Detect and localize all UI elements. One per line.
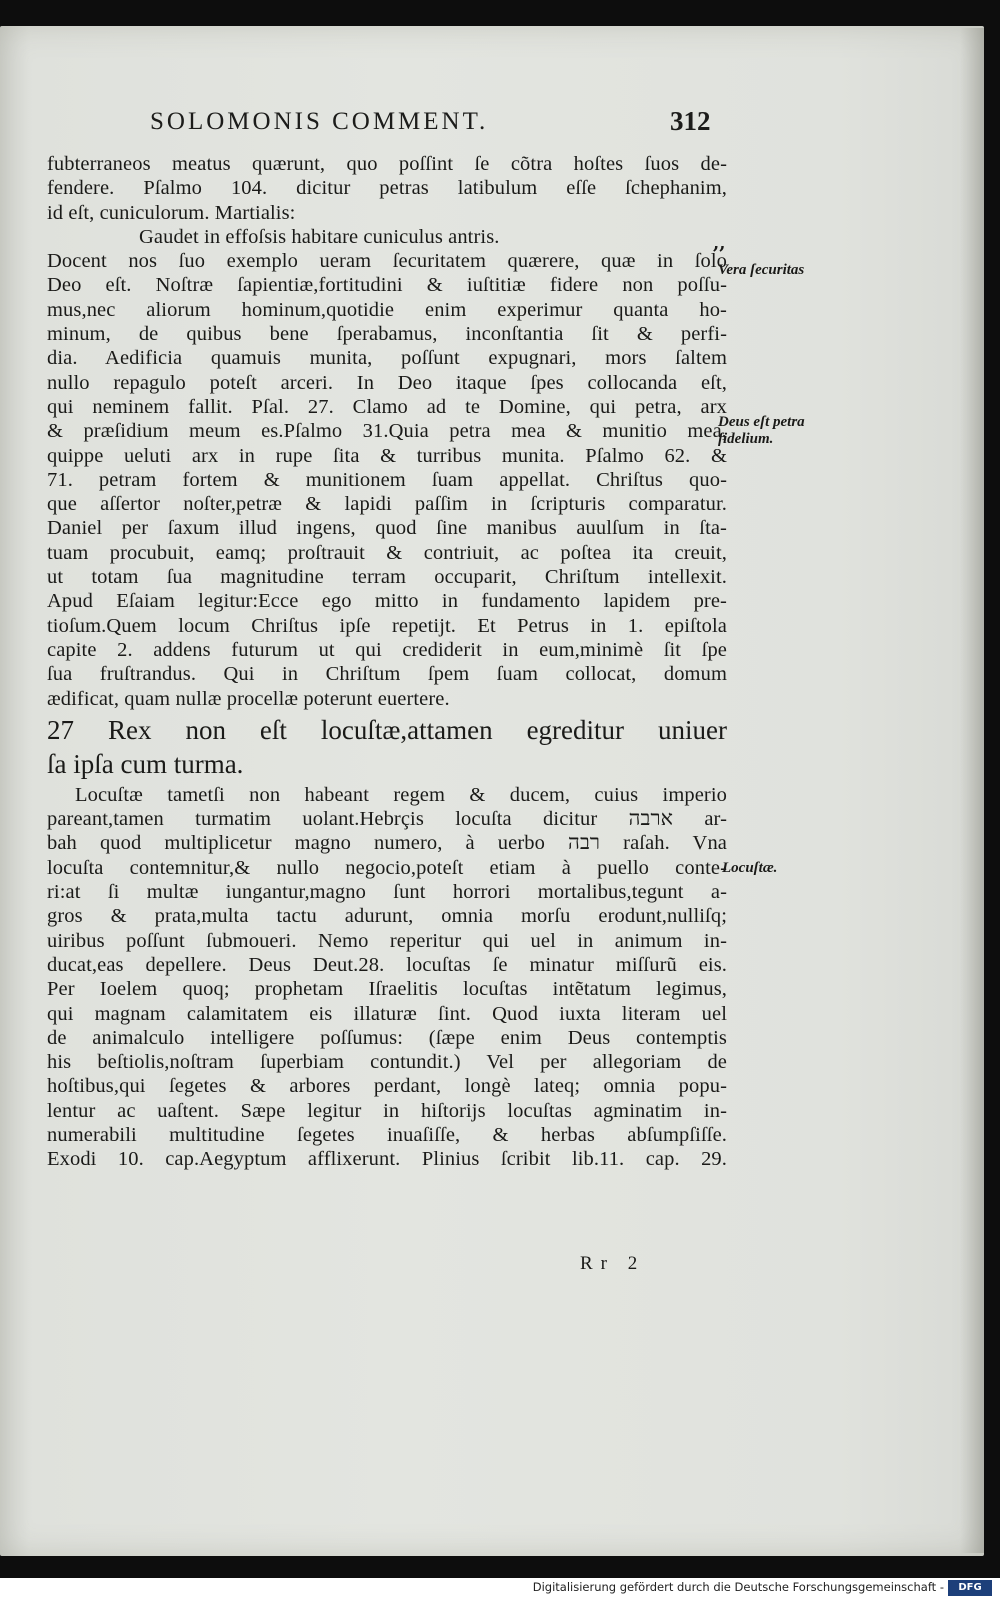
footer-bar — [0, 1578, 1000, 1599]
marginal-note: Vera ſecuritas — [718, 262, 805, 278]
quotation-line: Gaudet in effoſsis habitare cuniculus antris. — [139, 225, 500, 248]
text-line: qui neminem fallit. Pſal. 27. Clamo ad te Domine, qui petra, arx — [47, 395, 727, 418]
dfg-logo: DFG — [948, 1580, 992, 1596]
text-line: Apud Eſaiam legitur:Ecce ego mitto in fundamento lapidem pre- — [47, 590, 727, 613]
marginal-note: Locuſtæ. — [722, 860, 778, 876]
text-line: Locuſtæ tametſi non habeant regem & ducem, cuius imperio — [75, 783, 727, 806]
page-number: 312 — [670, 106, 711, 136]
text-line: tioſum.Quem locum Chriſtus ipſe repetijt. Et Petrus in 1. epiſtola — [47, 614, 727, 637]
page-edge-shadow — [960, 28, 984, 1553]
text-line: his beſtiolis,noſtram ſuperbiam contundit.) Vel per allegoriam de — [47, 1051, 727, 1074]
text-line: Docent nos ſuo exemplo ueram ſecuritatem quærere, quæ in ſolo — [47, 250, 727, 273]
text-line: hoſtibus,qui ſegetes & arbores perdant, longè lateq; omnia popu- — [47, 1075, 727, 1098]
text-line: & præſidium meum es.Pſalmo 31.Quia petra mea & munitio mea, — [47, 420, 727, 443]
text-line: Daniel per ſaxum illud ingens, quod ſine manibus auulſum in ſta- — [47, 517, 727, 540]
body-text — [47, 152, 727, 1172]
funding-notice: Digitalisierung gefördert durch die Deutsche Forschungsgemeinschaft - — [532, 1580, 944, 1594]
text-line: que aſſertor noſter,petræ & lapidi paſſim in ſcripturis comparatur. — [47, 493, 727, 516]
text-line: quippe ueluti arx in rupe ſita & turribus munita. Pſalmo 62. & — [47, 444, 727, 467]
running-title: SOLOMONIS COMMENT. — [150, 108, 489, 135]
text-line: pareant,tamen turmatim uolant.Hebrçis locuſta dicitur ארבה ar- — [47, 808, 727, 831]
text-line: lentur ac uaſtent. Sæpe legitur in hiſtorijs locuſtas agminatim in- — [47, 1099, 727, 1122]
page-header — [150, 108, 750, 144]
text-line: de animalculo intelligere poſſumus: (ſæpe enim Deus contemptis — [47, 1026, 727, 1049]
text-line: ædificat, quam nullæ procellæ poterunt euertere. — [47, 687, 450, 710]
text-line: mus,nec aliorum hominum,quotidie enim experimur quanta ho- — [47, 298, 727, 321]
text-line: tuam procubuit, eamq; proſtrauit & contriuit, ac poſtea ita creuit, — [47, 541, 727, 564]
text-line: ſua fruſtrandus. Qui in Chriſtum ſpem ſuam collocat, domum — [47, 663, 727, 686]
text-line: ducat,eas depellere. Deus Deut.28. locuſtas ſe minatur miſſurũ eis. — [47, 953, 727, 976]
text-line: fendere. Pſalmo 104. dicitur petras latibulum eſſe ſchephanim, — [47, 177, 727, 200]
text-line: ri:at ſi multæ iungantur,magno ſunt horrori mortalibus,tegunt a- — [47, 881, 727, 904]
text-line: gros & prata,multa tactu adurunt, omnia morſu erodunt,nulliſq; — [47, 905, 727, 928]
text-line: Per Ioelem quoq; prophetam Iſraelitis locuſtas intẽtatum legimus, — [47, 978, 727, 1001]
text-line: Deo eſt. Noſtræ ſapientiæ,fortitudini & iuſtitiæ fidere non poſſu- — [47, 274, 727, 297]
marginal-note — [718, 414, 828, 448]
text-line: bah quod multiplicetur magno numero, à uerbo רבה raſah. Vna — [47, 832, 727, 855]
text-line: Exodi 10. cap.Aegyptum afflixerunt. Plinius ſcribit lib.11. cap. 29. — [47, 1148, 727, 1171]
text-line: uiribus poſſunt ſubmoueri. Nemo reperitur qui uel in animum in- — [47, 929, 727, 952]
text-line: fubterraneos meatus quærunt, quo poſſint ſe cõtra hoſtes ſuos de- — [47, 153, 727, 175]
quotation-mark: ,, — [713, 233, 726, 254]
text-line: capite 2. addens futurum ut qui crediderit in eum,minimè ſit ſpe — [47, 638, 727, 661]
text-line: dia. Aedificia quamuis munita, poſſunt expugnari, mors ſaltem — [47, 347, 727, 370]
text-line: ut totam ſua magnitudine terram occuparit, Chriſtum intellexit. — [47, 566, 727, 589]
text-line: minum, de quibus bene ſperabamus, inconſtantia ſit & perfi- — [47, 323, 727, 346]
marginal-note-line: Deus eſt petra — [718, 414, 805, 430]
verse-line: 27 Rex non eſt locuſtæ,attamen egreditur uniuer — [47, 714, 727, 745]
text-line: qui magnam calamitatem eis illaturæ ſint. Quod iuxta literam uel — [47, 1002, 727, 1025]
marginal-note-line: fidelium. — [718, 431, 774, 447]
text-line: nullo repagulo poteſt arceri. In Deo itaque ſpes collocanda eſt, — [47, 371, 727, 394]
text-line: id eſt, cuniculorum. Martialis: — [47, 201, 296, 224]
text-line: 71. petram fortem & munitionem ſuam appellat. Chriſtus quo- — [47, 468, 727, 491]
signature-mark: Rr 2 — [580, 1253, 646, 1274]
verse-line: ſa ipſa cum turma. — [47, 748, 244, 779]
text-line: numerabili multitudine ſegetes inuaſiſſe, & herbas abſumpſiſſe. — [47, 1123, 727, 1146]
text-line: locuſta contemnitur,& nullo negocio,poteſt etiam à puello conte- — [47, 856, 727, 879]
